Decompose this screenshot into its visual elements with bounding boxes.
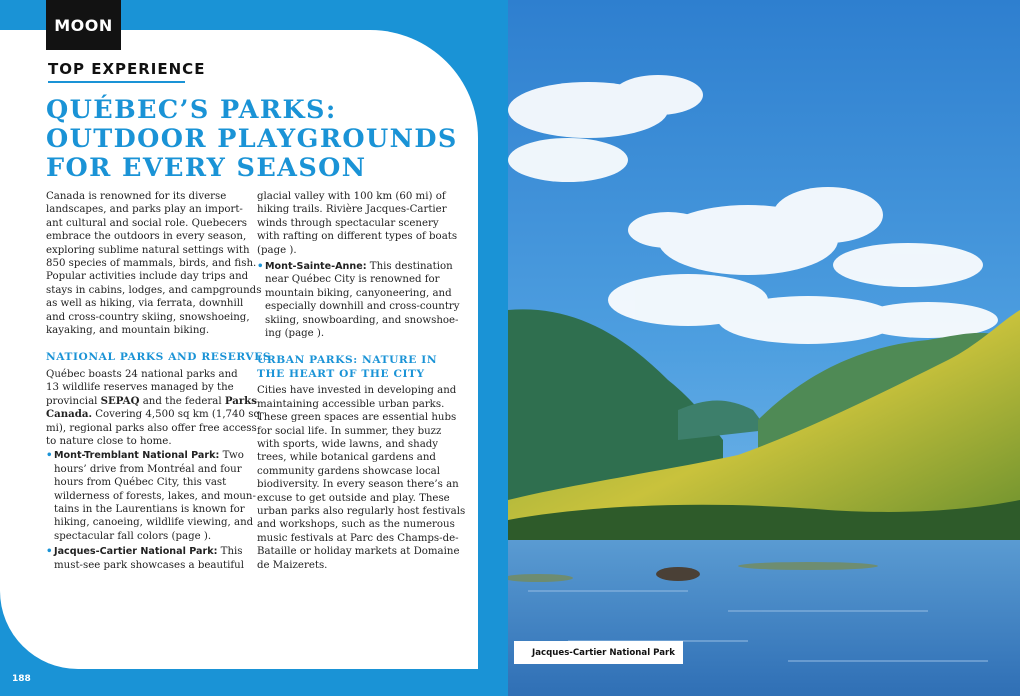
text-line: 850 species of mammals, birds, and fish.: [46, 258, 257, 270]
kicker: TOP EXPERIENCE: [48, 60, 206, 78]
text-line: [54, 545, 243, 558]
text-line: kayaking, and mountain biking.: [46, 325, 210, 337]
text-line: tains in the Laurentians is known for: [54, 503, 245, 515]
text-line: biodiversity. In every season there’s an: [257, 479, 459, 491]
text-line: community gardens showcase local: [257, 465, 441, 477]
text-line: as well as hiking, via ferrata, downhill: [46, 298, 244, 310]
text-line: to nature close to home.: [46, 435, 172, 447]
text-line: 13 wildlife reserves managed by the: [46, 382, 234, 394]
text-line: [46, 394, 257, 408]
text-line: with sports, wide lawns, and shady: [257, 438, 439, 450]
text-line: hiking trails. Rivière Jacques-Cartier: [257, 204, 447, 216]
photo-illustration: [508, 0, 1020, 696]
jacques-cartier-continued: [257, 190, 457, 257]
left-page: [0, 0, 508, 696]
text-line: urban parks also regularly host festivals: [257, 505, 466, 517]
text-line: glacial valley with 100 km (60 mi) of: [257, 191, 446, 202]
text-run: This: [217, 546, 243, 558]
text-line: These green spaces are essential hubs: [257, 412, 457, 424]
intro-paragraph: [46, 190, 262, 337]
heading-line: URBAN PARKS: NATURE IN: [257, 354, 438, 367]
text-line: Québec boasts 24 national parks and: [46, 368, 238, 380]
text-run: Two: [219, 450, 244, 462]
text-line: ant cultural and social role. Quebecers: [46, 217, 247, 229]
text-line: Popular activities include day trips and: [46, 271, 249, 283]
text-line: spectacular fall colors (page ).: [54, 530, 212, 542]
urban-parks-paragraph: [257, 384, 466, 572]
text-line: winds through spectacular scenery: [257, 217, 439, 229]
title-line: FOR EVERY SEASON: [46, 153, 367, 183]
text-line: especially downhill and cross-country: [265, 301, 460, 313]
text-line: Canada is renowned for its diverse: [46, 191, 227, 202]
parks-canada-term: Canada.: [46, 408, 92, 421]
text-line: with rafting on different types of boats: [257, 231, 458, 243]
heading-line: THE HEART OF THE CITY: [257, 367, 425, 380]
text-line: [46, 408, 260, 421]
text-line: near Québec City is renowned for: [265, 274, 440, 286]
text-line: ing (page ).: [265, 328, 325, 340]
bullet-title: Jacques-Cartier National Park:: [54, 546, 218, 558]
text-line: stays in cabins, lodges, and campgrounds: [46, 284, 262, 296]
text-run: and the federal: [139, 395, 225, 407]
national-parks-paragraph: [46, 368, 260, 448]
river-rock: [656, 567, 700, 581]
logo-text: MOON: [54, 15, 113, 35]
text-line: must-see park showcases a beautiful: [54, 559, 244, 571]
text-line: trees, while botanical gardens and: [257, 452, 436, 464]
kicker-underline: [48, 81, 185, 83]
text-line: de Maizerets.: [257, 559, 328, 571]
text-column-2: [257, 190, 466, 572]
text-line: music festivals at Parc des Champs-de-: [257, 532, 459, 544]
text-line: mi), regional parks also offer free access: [46, 422, 257, 434]
photo-caption: Jacques-Cartier National Park: [514, 641, 683, 664]
text-line: [265, 260, 457, 273]
moon-logo: [46, 0, 121, 50]
text-line: hours from Québec City, this vast: [54, 477, 227, 489]
gravel-bar: [738, 562, 878, 570]
page-title: [46, 96, 466, 183]
parks-canada-term: Parks: [224, 394, 257, 407]
text-line: mountain biking, canyoneering, and: [265, 287, 452, 299]
title-line: OUTDOOR PLAYGROUNDS: [46, 124, 458, 154]
text-line: skiing, snowboarding, and snowshoe-: [265, 314, 459, 326]
title-line: QUÉBEC’S PARKS:: [46, 95, 337, 125]
text-line: and cross-country skiing, snowshoeing,: [46, 311, 250, 323]
section-heading-urban-parks: [257, 354, 457, 381]
text-line: hours’ drive from Montréal and four: [54, 463, 242, 475]
section-heading-national-parks: NATIONAL PARKS AND RESERVES: [46, 351, 272, 364]
list-item: [46, 449, 256, 543]
landscape-photo: [508, 0, 1020, 696]
bullet-title: Mont-Tremblant National Park:: [54, 450, 220, 462]
text-line: and workshops, such as the numerous: [257, 519, 455, 531]
text-run: Covering 4,500 sq km (1,740 sq: [92, 409, 260, 421]
text-line: maintaining accessible urban parks.: [257, 398, 445, 410]
bullet-title: Mont-Sainte-Anne:: [265, 261, 367, 273]
text-line: hiking, canoeing, wildlife viewing, and: [54, 517, 254, 529]
text-column-1: [46, 190, 272, 572]
page-number: 188: [12, 674, 31, 684]
text-line: (page ).: [257, 244, 297, 256]
text-line: exploring sublime natural settings with: [46, 244, 250, 256]
text-line: landscapes, and parks play an import-: [46, 204, 243, 216]
text-line: [54, 449, 243, 462]
text-line: embrace the outdoors in every season,: [46, 231, 247, 243]
text-line: Cities have invested in developing and: [257, 385, 457, 397]
text-line: excuse to get outside and play. These: [257, 492, 450, 504]
text-run: This destination: [366, 261, 453, 273]
sepaq-term: SEPAQ: [100, 394, 140, 407]
list-item: [257, 260, 460, 340]
text-run: provincial: [46, 395, 101, 407]
text-line: wilderness of forests, lakes, and moun-: [54, 490, 256, 502]
text-line: Bataille or holiday markets at Domaine: [257, 546, 460, 558]
list-item: [46, 545, 243, 572]
text-line: for social life. In summer, they buzz: [257, 425, 442, 437]
